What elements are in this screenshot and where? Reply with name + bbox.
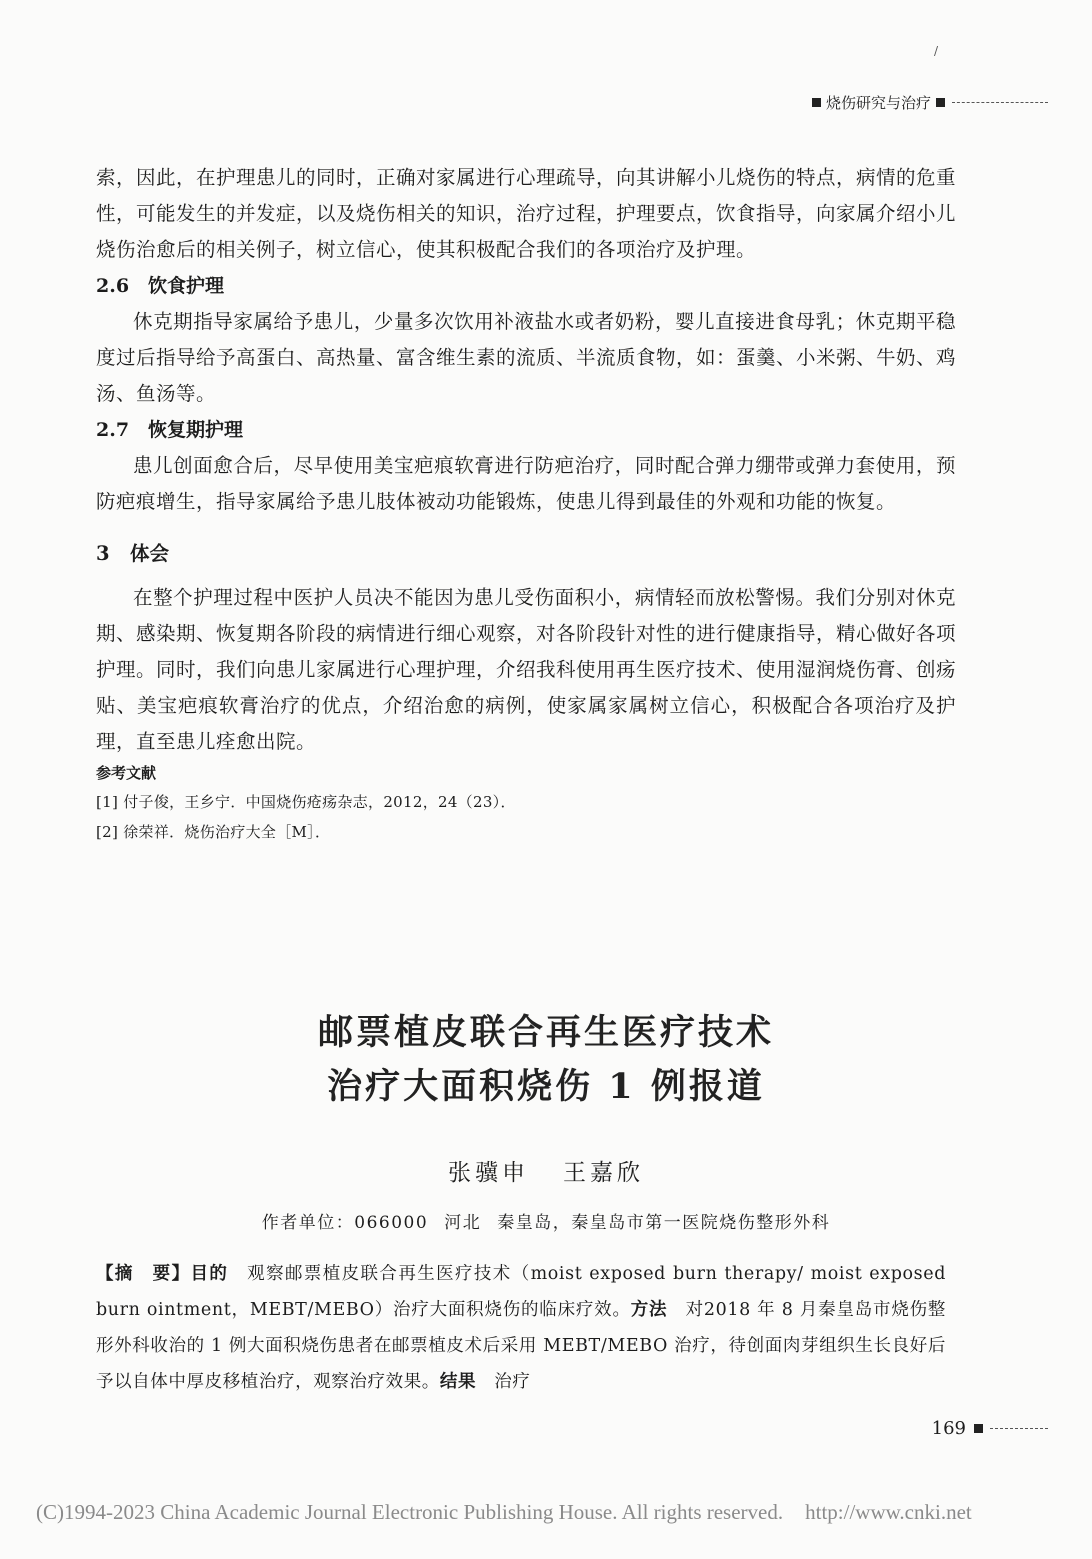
running-header xyxy=(807,92,1048,113)
author-affiliation: 作者单位：066000 河北 秦皇岛，秦皇岛市第一医院烧伤整形外科 xyxy=(261,1213,831,1233)
square-bullet-icon xyxy=(812,98,821,107)
abstract-method-label: 方法 xyxy=(630,1300,668,1320)
abstract-result: 治疗 xyxy=(494,1372,531,1392)
abstract-method: 对2018 年 8 月秦皇岛市烧伤整形外科收治的 1 例大面积烧伤患者在邮票植皮术后采用 MEBT/MEBO 治疗，待创面肉芽组织生长良好后予以自体中厚皮移植治疗，观察治疗效果。 xyxy=(96,1300,946,1392)
author-name: 王嘉欣 xyxy=(563,1160,644,1186)
abstract-result-label: 结果 xyxy=(439,1372,477,1392)
section-heading-2-6: 2.6 饮食护理 xyxy=(96,275,225,297)
reference-item: [2] 徐荣祥．烧伤治疗大全［M］． xyxy=(96,823,331,841)
abstract-objective: 观察邮票植皮联合再生医疗技术（moist exposed burn therapy/ moist exposed burn ointment，MEBT/MEBO）治疗大面积烧伤的临床疗效。 xyxy=(96,1264,947,1320)
section-heading-3: 3 体会 xyxy=(96,542,170,565)
square-bullet-icon xyxy=(974,1424,983,1433)
article-title xyxy=(0,1006,1092,1114)
corner-mark: / xyxy=(934,44,939,58)
square-bullet-icon xyxy=(936,98,945,107)
article-authors xyxy=(0,1154,1092,1187)
references-heading: 参考文献 xyxy=(96,764,157,782)
copyright-text: (C)1994-2023 China Academic Journal Electronic Publishing House. All rights reserved. xyxy=(36,1500,784,1524)
author-name: 张骥申 xyxy=(448,1160,529,1186)
reference-item: [1] 付子俊，王乡宁．中国烧伤疮疡杂志，2012，24（23）． xyxy=(96,793,516,811)
copyright-footer xyxy=(36,1500,972,1525)
footer-link[interactable]: http://www.cnki.net xyxy=(805,1500,972,1524)
article-title-line-1: 邮票植皮联合再生医疗技术 xyxy=(317,1012,774,1053)
page-number-block xyxy=(932,1418,1048,1439)
page-number: 169 xyxy=(931,1418,966,1439)
dashed-rule xyxy=(952,102,1048,103)
abstract-label: 【摘 要】目的 xyxy=(96,1264,229,1284)
dashed-rule xyxy=(990,1428,1048,1429)
paragraph-experience: 在整个护理过程中医护人员决不能因为患儿受伤面积小，病情轻而放松警惕。我们分别对休克期、感染期、恢复期各阶段的病情进行细心观察，对各阶段针对性的进行健康指导，精心做好各项护理。同时，我们向患儿家属进行心理护理，介绍我科使用再生医疗技术、使用湿润烧伤膏、创疡贴、美宝疤痕软膏治疗的优点，介绍治愈的病例，使家属家属树立信心，积极配合各项治疗及护理，直至患儿痊愈出院。 xyxy=(96,586,957,753)
body-text-top xyxy=(96,160,956,847)
abstract-paragraph xyxy=(96,1256,946,1400)
paragraph-continuation: 索，因此，在护理患儿的同时，正确对家属进行心理疏导，向其讲解小儿烧伤的特点，病情的危重性，可能发生的并发症，以及烧伤相关的知识，治疗过程，护理要点，饮食指导，向家属介绍小儿烧伤治愈后的相关例子，树立信心，使其积极配合我们的各项治疗及护理。 xyxy=(96,166,957,261)
paragraph-recovery-care: 患儿创面愈合后，尽早使用美宝疤痕软膏进行防疤治疗，同时配合弹力绷带或弹力套使用，预防疤痕增生，指导家属给予患儿肢体被动功能锻炼，使患儿得到最佳的外观和功能的恢复。 xyxy=(96,454,956,513)
article-title-line-2: 治疗大面积烧伤 1 例报道 xyxy=(327,1066,765,1107)
section-heading-2-7: 2.7 恢复期护理 xyxy=(96,419,244,441)
paragraph-diet-care: 休克期指导家属给予患儿，少量多次饮用补液盐水或者奶粉，婴儿直接进食母乳；休克期平稳度过后指导给予高蛋白、高热量、富含维生素的流质、半流质食物，如：蛋羹、小米粥、牛奶、鸡汤、鱼汤等。 xyxy=(96,310,957,405)
header-section-title: 烧伤研究与治疗 xyxy=(825,94,931,112)
